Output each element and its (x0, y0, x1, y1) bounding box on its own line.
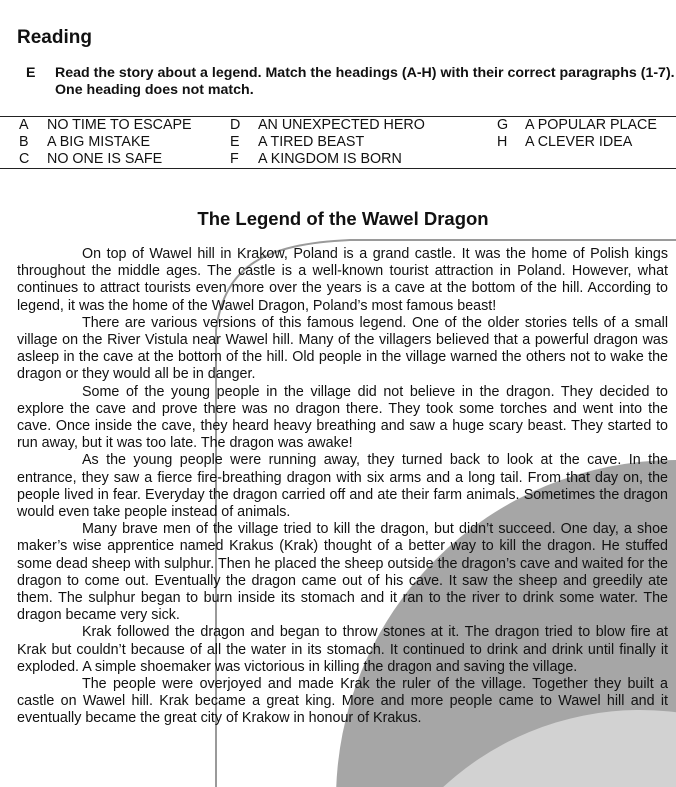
heading-text: A POPULAR PLACE (525, 117, 657, 133)
heading-text: A TIRED BEAST (258, 134, 365, 150)
heading-letter: F (230, 151, 239, 167)
story-paragraph-1: On top of Wawel hill in Krakow, Poland is a grand castle. It was the home of Polish kings throughout the middle ages. The castle is a well-known tourist attraction in Poland. However, what continues to attract tourists even more over the years is a cave at the bottom of the hill. According to legend, it was the home of the Wawel Dragon, Poland’s most famous beast! (17, 246, 668, 314)
heading-letter: G (497, 117, 509, 133)
headings-table (0, 116, 676, 169)
section-heading: Reading (17, 27, 92, 48)
heading-text: A BIG MISTAKE (47, 134, 151, 150)
headings-row (0, 117, 676, 134)
heading-text: A KINGDOM IS BORN (258, 151, 402, 167)
heading-letter: H (497, 134, 508, 150)
heading-letter: D (230, 117, 241, 133)
heading-letter: E (230, 134, 240, 150)
story-paragraph-3: Some of the young people in the village did not believe in the dragon. They decided to explore the cave and prove there was no dragon there. They took some torches and went into the cave. Once inside the cave, they heard heavy breathing and saw a huge scary beast. They started to run away, but it was too late. The dragon was awake! (17, 383, 668, 452)
story-paragraph-6: Krak followed the dragon and began to throw stones at it. The dragon tried to blow fire at Krak but couldn’t because of all the water in its stomach. It continued to drink and drink until finally it exploded. A simple shoemaker was victorious in killing the dragon and saving the village. (17, 624, 668, 675)
heading-letter: B (19, 134, 29, 150)
heading-text: NO TIME TO ESCAPE (47, 117, 192, 133)
heading-text: AN UNEXPECTED HERO (258, 117, 425, 133)
story-paragraph-5: Many brave men of the village tried to kill the dragon, but didn’t succeed. One day, a shoe maker’s wise apprentice named Krakus (Krak) thought of a better way to kill the dragon. He stuffed some dead sheep with sulphur. Then he placed the sheep outside the dragon’s cave and waited for the dragon to come out. Eventually the dragon came out of his cave. It saw the sheep and greedily ate them. The sulphur began to burn inside its stomach and it ran to the river to drink some water. The dragon became very sick. (17, 521, 668, 624)
headings-row (0, 134, 676, 151)
story-paragraph-2: There are various versions of this famous legend. One of the older stories tells of a small village on the River Vistula near Wawel hill. Many of the villagers believed that a powerful dragon was asleep in the cave at the bottom of the hill. Old people in the village warned the others not to wake the dragon or they would all be in danger. (17, 314, 668, 383)
heading-text: A CLEVER IDEA (525, 134, 633, 150)
heading-letter: A (19, 117, 29, 133)
story-title: The Legend of the Wawel Dragon (197, 208, 489, 229)
story-paragraph-7: The people were overjoyed and made Krak the ruler of the village. Together they built a castle on Wawel hill. Krak became a great king. More and more people came to Wawel hill and it eventually became the great city of Krakow in honour of Krakus. (17, 676, 668, 727)
heading-letter: C (19, 151, 30, 167)
task-letter: E (26, 65, 36, 81)
story-paragraph-4: As the young people were running away, they turned back to look at the cave. In the entrance, they saw a fierce fire-breathing dragon with six arms and a long tail. From that day on, the people lived in fear. Everyday the dragon carried off and ate their farm animals. Sometimes the dragon would even take people instead of animals. (17, 452, 668, 521)
story-body (17, 246, 668, 728)
heading-text: NO ONE IS SAFE (47, 151, 163, 167)
headings-row (0, 151, 676, 168)
task-text: Read the story about a legend. Match the headings (A-H) with their correct paragraphs (1-7). One heading does not match. (55, 65, 675, 98)
